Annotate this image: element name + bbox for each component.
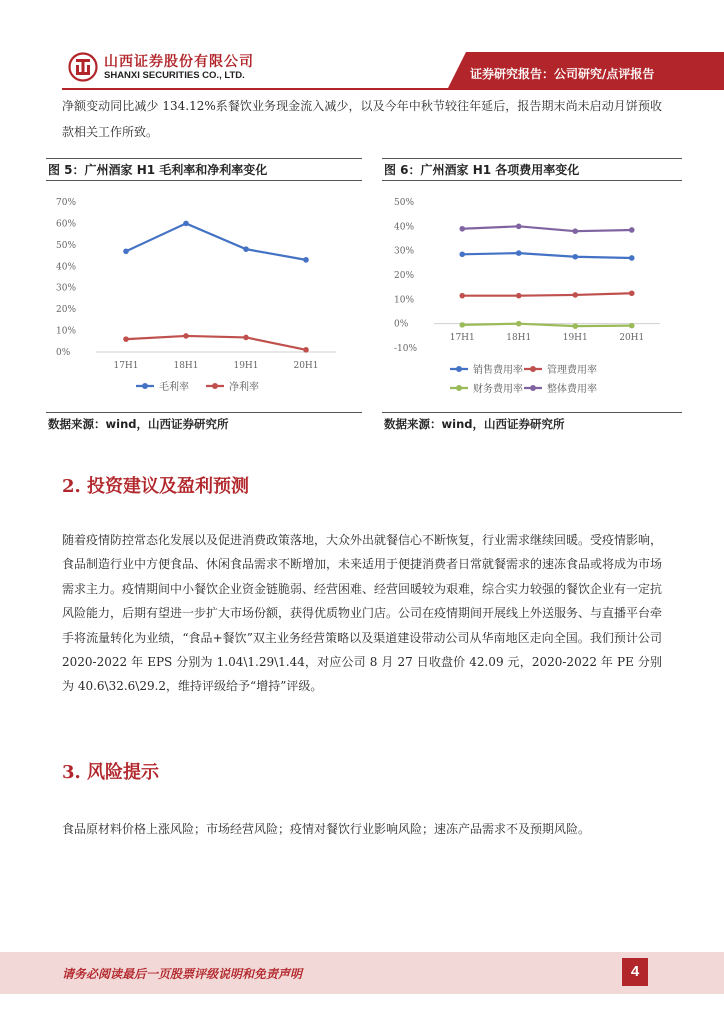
chart6-data-point bbox=[459, 322, 465, 328]
chart5-data-point bbox=[243, 246, 249, 252]
chart5-ytick-label: 60% bbox=[56, 219, 77, 230]
section3-paragraph: 食品原材料价格上涨风险；市场经营风险；疫情对餐饮行业影响风险；速冻产品需求不及预期风险。 bbox=[62, 822, 591, 836]
chart5-ytick-label: 50% bbox=[56, 240, 77, 251]
chart6-ytick-label: 20% bbox=[394, 271, 415, 281]
chart6-data-point bbox=[459, 293, 465, 299]
chart6-xtick-label: 17H1 bbox=[449, 333, 475, 343]
chart5-data-point bbox=[303, 347, 309, 353]
chart6-series-line-1 bbox=[462, 293, 632, 295]
chart6-data-point bbox=[459, 252, 465, 258]
figure6-bottom-rule bbox=[382, 412, 682, 413]
header-divider bbox=[62, 88, 724, 90]
chart5-ytick-label: 30% bbox=[56, 283, 77, 294]
chart5-xtick-label: 17H1 bbox=[113, 361, 139, 371]
intro-paragraph: 净额变动同比减少 134.12%系餐饮业务现金流入减少，以及今年中秋节较往年延后，报告期末尚未启动月饼预收款相关工作所致。 bbox=[62, 99, 662, 139]
chart5-ytick-label: 0% bbox=[56, 348, 71, 358]
chart5-legend-marker bbox=[212, 383, 218, 389]
chart5-ytick-label: 20% bbox=[56, 305, 77, 316]
chart6-series-line-3 bbox=[462, 226, 632, 231]
chart6-data-point bbox=[629, 255, 635, 261]
chart5-data-point bbox=[303, 257, 309, 263]
chart6-series-line-0 bbox=[462, 253, 632, 258]
chart5-xtick-label: 18H1 bbox=[173, 361, 199, 371]
chart5-legend-label: 毛利率 bbox=[159, 382, 189, 393]
section2-paragraph: 随着疫情防控常态化发展以及促进消费政策落地，大众外出就餐信心不断恢复，行业需求继续回暖。受疫情影响，食品制造行业中方便食品、休闲食品需求不断增加，未来适用于便捷消费者日常就餐需求的速冻食品或将成为市场需求主力。疫情期间中小餐饮企业资金链脆弱、经营困难、经营回暖较为艰难，综合实力较强的餐饮企业有一定抗风险能力，后期有望进一步扩大市场份额，获得优质物业门店。公司在疫情期间开展线上外送服务、与直播平台牵手将流量转化为业绩，“食品+餐饮”双主业务经营策略以及渠道建设带动公司从华南地区走向全国。我们预计公司 2020-2022 年 EPS 分别为 1.04\1.29\1.44，对应公司 8 月 27 日收盘价 42.09 元，2020-2022 年 PE 分别为 40.6\32.6\29.2，维持评级给予“增持”评级。 bbox=[62, 533, 663, 694]
figure5-top-rule bbox=[46, 158, 362, 159]
chart6-data-point bbox=[516, 293, 522, 299]
figure5-bottom-rule bbox=[46, 412, 362, 413]
chart6-data-point bbox=[572, 323, 578, 329]
chart5-xtick-label: 19H1 bbox=[233, 361, 259, 371]
figure5-source: 数据来源：wind，山西证券研究所 bbox=[48, 417, 229, 431]
chart5-ytick-label: 70% bbox=[56, 198, 77, 208]
chart6-legend-marker bbox=[456, 385, 462, 391]
chart5-data-point bbox=[123, 248, 129, 254]
chart6-xtick-label: 19H1 bbox=[562, 333, 588, 343]
figure5-caption-rule bbox=[46, 180, 362, 181]
chart6-data-point bbox=[516, 224, 522, 230]
chart5-series-line-1 bbox=[126, 336, 306, 350]
chart5-series-line-0 bbox=[126, 223, 306, 259]
figure6-chart bbox=[382, 188, 682, 410]
chart6-ytick-label: 50% bbox=[394, 198, 415, 208]
chart6-xtick-label: 20H1 bbox=[619, 333, 645, 343]
chart6-ytick-label: 10% bbox=[394, 295, 415, 306]
figure6-top-rule bbox=[382, 158, 682, 159]
section3-title: 3. 风险提示 bbox=[62, 762, 160, 783]
chart5-data-point bbox=[183, 221, 189, 227]
company-name-en: SHANXI SECURITIES CO., LTD. bbox=[104, 70, 245, 81]
company-name-cn: 山西证券股份有限公司 bbox=[104, 54, 254, 70]
chart6-legend-label: 管理费用率 bbox=[547, 365, 597, 376]
chart6-ytick-label: 40% bbox=[394, 222, 415, 233]
figure5-caption: 图 5：广州酒家 H1 毛利率和净利率变化 bbox=[48, 163, 268, 177]
chart5-data-point bbox=[183, 333, 189, 339]
chart6-data-point bbox=[629, 290, 635, 296]
chart5-legend-label: 净利率 bbox=[229, 382, 259, 393]
chart6-legend-marker bbox=[456, 366, 462, 372]
chart5-xtick-label: 20H1 bbox=[293, 361, 319, 371]
section2-title: 2. 投资建议及盈利预测 bbox=[62, 476, 250, 497]
figure5-chart bbox=[46, 188, 362, 410]
chart6-legend-marker bbox=[530, 366, 536, 372]
figure6-source: 数据来源：wind，山西证券研究所 bbox=[384, 417, 565, 431]
chart6-ytick-label: -10% bbox=[394, 344, 418, 354]
chart6-xtick-label: 18H1 bbox=[506, 333, 532, 343]
chart6-data-point bbox=[459, 226, 465, 232]
chart6-ytick-label: 30% bbox=[394, 246, 415, 257]
chart6-data-point bbox=[629, 323, 635, 329]
chart6-data-point bbox=[516, 321, 522, 327]
chart6-data-point bbox=[629, 227, 635, 233]
chart6-legend-label: 整体费用率 bbox=[547, 384, 597, 395]
footer-disclaimer: 请务必阅读最后一页股票评级说明和免责声明 bbox=[62, 967, 303, 981]
company-logo-icon bbox=[68, 52, 98, 82]
chart5-ytick-label: 40% bbox=[56, 262, 77, 273]
chart5-legend-marker bbox=[142, 383, 148, 389]
chart6-legend-label: 销售费用率 bbox=[473, 365, 523, 376]
figure6-caption-rule bbox=[382, 180, 682, 181]
chart6-data-point bbox=[572, 292, 578, 298]
chart6-ytick-label: 0% bbox=[394, 319, 409, 330]
chart5-ytick-label: 10% bbox=[56, 326, 77, 337]
report-type-label: 证券研究报告：公司研究/点评报告 bbox=[470, 67, 655, 81]
chart6-data-point bbox=[516, 250, 522, 256]
chart6-data-point bbox=[572, 254, 578, 260]
chart6-legend-marker bbox=[530, 385, 536, 391]
chart5-data-point bbox=[243, 335, 249, 341]
chart5-data-point bbox=[123, 336, 129, 342]
figure6-caption: 图 6：广州酒家 H1 各项费用率变化 bbox=[384, 163, 580, 177]
chart6-data-point bbox=[572, 228, 578, 234]
page-number: 4 bbox=[622, 958, 648, 986]
chart6-legend-label: 财务费用率 bbox=[473, 384, 523, 395]
